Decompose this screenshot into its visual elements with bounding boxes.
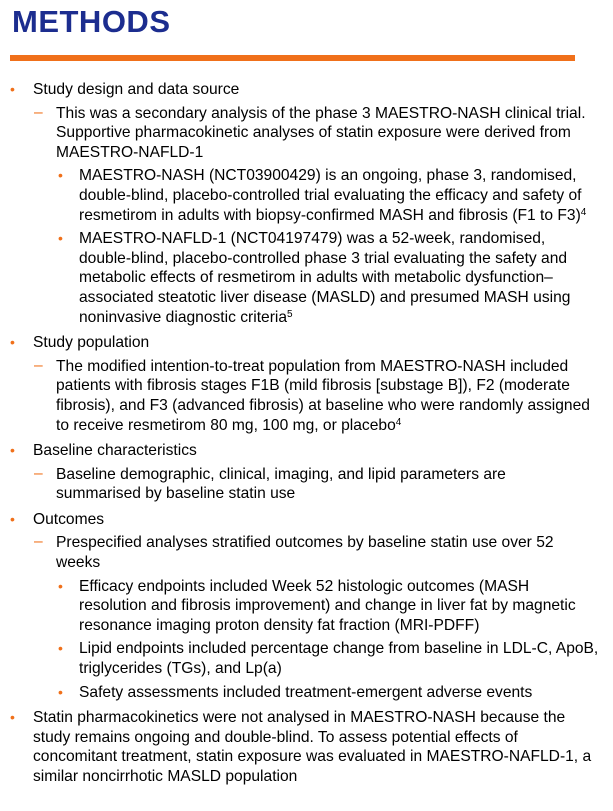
reference-superscript: 5	[287, 308, 293, 320]
dash-icon: –	[34, 464, 43, 482]
list-item-outcomes	[0, 510, 613, 530]
list-item-statin-pk	[0, 708, 613, 786]
study-population-heading: Study population	[33, 334, 150, 352]
dash-icon: –	[34, 103, 43, 121]
bullet-icon: •	[10, 510, 15, 527]
list-item-efficacy	[0, 577, 613, 636]
safety-text: Safety assessments included treatment-emergent adverse events	[79, 683, 533, 701]
baseline-summary-text: Baseline demographic, clinical, imaging, and lipid parameters are summarised by baseline statin use	[56, 465, 506, 503]
baseline-heading: Baseline characteristics	[33, 442, 197, 460]
title-divider	[10, 55, 575, 61]
list-item-maestro-nash	[0, 166, 613, 225]
prespecified-text: Prespecified analyses stratified outcomes by baseline statin use over 52 weeks	[56, 534, 554, 572]
secondary-analysis-text: This was a secondary analysis of the phase 3 MAESTRO-NASH clinical trial. Supportive pharmacokinetic analyses of statin exposure were derived from MAESTRO-NAFLD-1	[56, 104, 586, 161]
study-design-heading: Study design and data source	[33, 81, 240, 98]
outcomes-heading: Outcomes	[33, 510, 105, 528]
bullet-icon: •	[58, 640, 63, 657]
reference-superscript: 4	[395, 416, 402, 428]
list-item-baseline-summary	[0, 465, 613, 504]
maestro-nash-text: MAESTRO-NASH (NCT03900429) is an ongoing, phase 3, randomised, double-blind, placebo-controlled trial evaluating the efficacy and safety of resmetirom in adults with biopsy-confirmed MASH and fibrosis (F1 to F3)	[79, 167, 582, 224]
bullet-icon: •	[58, 167, 63, 184]
bullet-icon: •	[58, 230, 63, 247]
list-item-study-population	[0, 333, 613, 353]
page-title: METHODS	[12, 4, 171, 39]
efficacy-text: Efficacy endpoints included Week 52 histologic outcomes (MASH resolution and fibrosis improvement) and change in liver fat by magnetic resonance imaging proton density fat fraction (MRI-PDFF)	[79, 577, 576, 634]
list-item-safety	[0, 683, 613, 703]
bullet-icon: •	[10, 709, 15, 726]
list-item-mitt	[0, 357, 613, 435]
statin-pk-text: Statin pharmacokinetics were not analysed in MAESTRO-NASH because the study remains ongoing and double-blind. To assess potential effects of concomitant treatment, statin exposure was evaluated in MAESTRO-NAFLD-1, a similar noncirrhotic MASLD population	[33, 709, 592, 785]
list-item-lipid	[0, 639, 613, 678]
list-item-secondary-analysis	[0, 104, 613, 163]
reference-superscript: 4	[580, 206, 587, 218]
bullet-icon: •	[10, 442, 15, 459]
bullet-icon: •	[58, 577, 63, 594]
mitt-text: The modified intention-to-treat population from MAESTRO-NASH included patients with fibrosis stages F1B (mild fibrosis [substage B]), F2 (moderate fibrosis), and F3 (advanced fibrosis) at baseline who were randomly assigned to receive resmetirom 80 mg, 100 mg, or placebo	[56, 357, 590, 434]
list-item-prespecified	[0, 533, 613, 572]
bullet-icon: •	[10, 334, 15, 351]
lipid-text: Lipid endpoints included percentage change from baseline in LDL-C, ApoB, triglycerides (TGs), and Lp(a)	[79, 640, 599, 678]
dash-icon: –	[34, 356, 43, 374]
bullet-icon: •	[58, 683, 63, 700]
bullet-icon: •	[10, 81, 15, 97]
list-item-study-design	[0, 80, 613, 100]
list-item-maestro-nafld	[0, 229, 613, 327]
methods-content	[0, 80, 613, 787]
maestro-nafld-text: MAESTRO-NAFLD-1 (NCT04197479) was a 52-week, randomised, double-blind, placebo-controlled phase 3 trial evaluating the safety and metabolic effects of resmetirom in adults with metabolic dysfunction–associated steatotic liver disease (MASLD) and presumed MASH using noninvasive diagnostic criteria	[79, 230, 571, 326]
list-item-baseline	[0, 441, 613, 461]
dash-icon: –	[34, 533, 43, 551]
